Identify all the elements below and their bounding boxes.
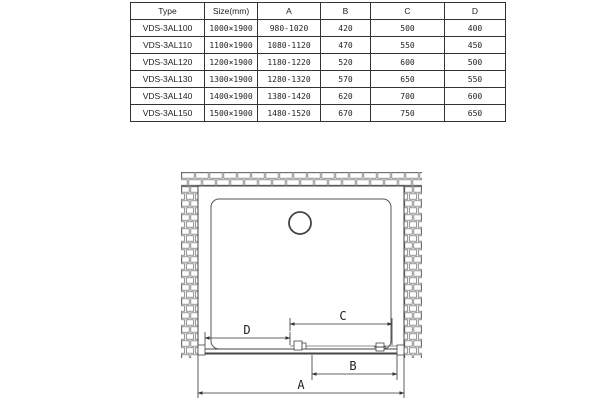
brick (322, 173, 334, 178)
brick (182, 355, 189, 360)
brick (186, 292, 193, 297)
brick (405, 313, 412, 318)
brick (405, 271, 412, 276)
brick (191, 313, 198, 318)
cell-c: 600 (371, 54, 445, 71)
brick (418, 236, 425, 241)
brick (186, 278, 193, 283)
brick (182, 285, 189, 290)
brick (414, 243, 421, 248)
brick (182, 173, 194, 178)
label-a: A (297, 378, 305, 392)
cell-c: 550 (371, 37, 445, 54)
brick (315, 180, 327, 185)
label-d: D (243, 323, 251, 337)
brick (414, 341, 421, 346)
brick (405, 355, 412, 360)
brick (357, 180, 369, 185)
brick (191, 229, 198, 234)
brick (414, 285, 421, 290)
cell-b: 570 (321, 71, 371, 88)
brick (177, 320, 184, 325)
brick (186, 264, 193, 269)
brick (336, 173, 348, 178)
brick (203, 180, 215, 185)
brick (186, 222, 193, 227)
brick (418, 348, 425, 353)
brick (343, 180, 355, 185)
brick (191, 341, 198, 346)
brick (418, 222, 425, 227)
brick (405, 201, 412, 206)
brick (191, 257, 198, 262)
brick (414, 257, 421, 262)
cell-size: 1200×1900 (205, 54, 258, 71)
brick (182, 229, 189, 234)
cell-d: 600 (445, 88, 506, 105)
brick (177, 264, 184, 269)
brick (405, 257, 412, 262)
brick (385, 180, 397, 185)
brick (294, 173, 306, 178)
cell-b: 620 (321, 88, 371, 105)
cell-size: 1400×1900 (205, 88, 258, 105)
cell-a: 1280-1320 (258, 71, 321, 88)
brick (371, 180, 383, 185)
brick (409, 208, 416, 213)
wall-profile-right (397, 345, 404, 355)
dimension-b (312, 355, 397, 380)
brick (418, 278, 425, 283)
brick (414, 327, 421, 332)
brick (182, 327, 189, 332)
brick (409, 320, 416, 325)
brick (418, 250, 425, 255)
cell-b: 470 (321, 37, 371, 54)
cell-b: 670 (321, 105, 371, 122)
brick (191, 243, 198, 248)
brick (186, 306, 193, 311)
brick (405, 215, 412, 220)
brick (191, 201, 198, 206)
brick (177, 292, 184, 297)
brick (418, 194, 425, 199)
cell-type: VDS-3AL140 (131, 88, 205, 105)
brick (418, 292, 425, 297)
brick (177, 194, 184, 199)
brick (191, 299, 198, 304)
brick (196, 173, 208, 178)
brick (405, 243, 412, 248)
brick (409, 292, 416, 297)
brick (414, 313, 421, 318)
cell-c: 750 (371, 105, 445, 122)
cell-type: VDS-3AL120 (131, 54, 205, 71)
cell-size: 1300×1900 (205, 71, 258, 88)
brick (409, 278, 416, 283)
label-c: C (339, 309, 347, 323)
brick (409, 348, 416, 353)
brick-wall-top (175, 172, 432, 186)
cell-d: 400 (445, 20, 506, 37)
brick (210, 173, 222, 178)
brick (186, 348, 193, 353)
brick (280, 173, 292, 178)
brick (405, 299, 412, 304)
brick (399, 180, 411, 185)
brick (418, 306, 425, 311)
brick (182, 215, 189, 220)
brick (182, 257, 189, 262)
cell-type: VDS-3AL100 (131, 20, 205, 37)
brick (177, 236, 184, 241)
cell-d: 650 (445, 105, 506, 122)
brick (287, 180, 299, 185)
brick (186, 250, 193, 255)
brick (259, 180, 271, 185)
brick (224, 173, 236, 178)
brick (189, 180, 201, 185)
dimension-a (198, 355, 404, 398)
brick (182, 187, 189, 192)
brick (405, 327, 412, 332)
cell-c: 700 (371, 88, 445, 105)
brick (409, 334, 416, 339)
cell-a: 1180-1220 (258, 54, 321, 71)
cell-type: VDS-3AL110 (131, 37, 205, 54)
brick (245, 180, 257, 185)
brick (414, 187, 421, 192)
brick (182, 201, 189, 206)
brick (186, 334, 193, 339)
cell-c: 500 (371, 20, 445, 37)
brick (414, 215, 421, 220)
cell-a: 1480-1520 (258, 105, 321, 122)
cell-a: 1380-1420 (258, 88, 321, 105)
cell-type: VDS-3AL150 (131, 105, 205, 122)
brick (405, 285, 412, 290)
brick (378, 173, 390, 178)
brick (186, 208, 193, 213)
cell-type: VDS-3AL130 (131, 71, 205, 88)
brick (329, 180, 341, 185)
header-b: B (321, 3, 371, 20)
brick (418, 264, 425, 269)
cell-b: 520 (321, 54, 371, 71)
brick (186, 236, 193, 241)
brick (414, 355, 421, 360)
brick (420, 173, 432, 178)
brick (409, 306, 416, 311)
brick (409, 264, 416, 269)
brick (191, 327, 198, 332)
brick (177, 348, 184, 353)
brick (414, 271, 421, 276)
brick (418, 208, 425, 213)
brick (364, 173, 376, 178)
brick (405, 187, 412, 192)
brick (405, 229, 412, 234)
brick (191, 355, 198, 360)
brick (273, 180, 285, 185)
brick (392, 173, 404, 178)
brick (191, 271, 198, 276)
brick (414, 201, 421, 206)
brick (409, 250, 416, 255)
brick (177, 278, 184, 283)
brick (177, 208, 184, 213)
brick (418, 334, 425, 339)
brick (177, 250, 184, 255)
brick (186, 194, 193, 199)
door-roller (302, 343, 306, 349)
cell-size: 1100×1900 (205, 37, 258, 54)
cell-d: 550 (445, 71, 506, 88)
cell-b: 420 (321, 20, 371, 37)
cell-size: 1500×1900 (205, 105, 258, 122)
brick (409, 194, 416, 199)
brick (413, 180, 425, 185)
cell-c: 650 (371, 71, 445, 88)
header-c: C (371, 3, 445, 20)
brick (409, 236, 416, 241)
brick (308, 173, 320, 178)
brick (182, 299, 189, 304)
brick (418, 320, 425, 325)
brick (301, 180, 313, 185)
brick (406, 173, 418, 178)
brick (177, 334, 184, 339)
cell-a: 1080-1120 (258, 37, 321, 54)
brick (182, 313, 189, 318)
header-d: D (445, 3, 506, 20)
brick (191, 285, 198, 290)
cell-size: 1000×1900 (205, 20, 258, 37)
cell-d: 450 (445, 37, 506, 54)
brick (182, 341, 189, 346)
brick (182, 271, 189, 276)
header-type: Type (131, 3, 205, 20)
header-a: A (258, 3, 321, 20)
brick (238, 173, 250, 178)
brick (217, 180, 229, 185)
brick (409, 222, 416, 227)
brick (266, 173, 278, 178)
label-b: B (349, 359, 357, 373)
brick (350, 173, 362, 178)
brick (177, 222, 184, 227)
brick (231, 180, 243, 185)
cell-a: 980-1020 (258, 20, 321, 37)
brick (191, 215, 198, 220)
cell-d: 500 (445, 54, 506, 71)
door-roller (294, 341, 302, 350)
brick (405, 341, 412, 346)
brick (175, 180, 187, 185)
brick (186, 320, 193, 325)
brick (414, 229, 421, 234)
brick (182, 243, 189, 248)
wall-profile-left (198, 345, 205, 355)
brick (177, 306, 184, 311)
brick (191, 187, 198, 192)
header-size: Size(mm) (205, 3, 258, 20)
brick (414, 299, 421, 304)
brick (252, 173, 264, 178)
